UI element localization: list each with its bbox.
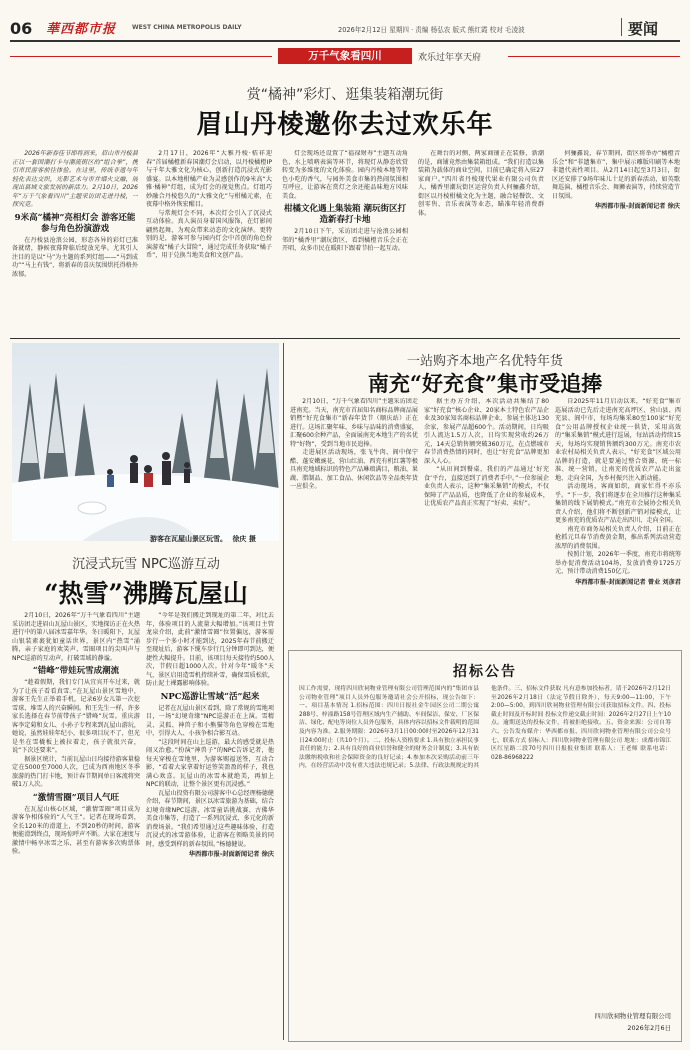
market-paragraph: 按照计划，2026年一季度，南充市将统筹举办促消费活动104场，发放消费券1725万元，预计带动消费150亿元。 [555, 551, 681, 575]
snow-paragraph: 据景区统计，当前瓦屋山日均接待游客量稳定在5000至7000人次，已成为西南地区冬季旅游的热门打卡地，预计春节期间单日客流将突破1万人次。 [12, 755, 140, 788]
header-divider [621, 18, 622, 36]
snow-paragraph: “今年是我们搬迁到现址的第二年，对比去年，体验项目的人流量大幅增加。”该项目主管龙泉介绍，此前“激情雪圈”位置偏远，游客需步行一个多小时才能到达，2025年春节前搬迁至现址后，游客下缆车步行几分钟即可到达，便捷性大幅提升。目前，该项目每天接待约500人次，节假日超1000人次。针对今年“暖冬”天气，景区启用造雪机持续补雪，确保雪质松软，防止泥土裸露影响体验。 [146, 612, 274, 687]
snow-paragraph: 2月10日，2026年“万千气象看四川”主题采访团走进眉山瓦屋山景区，实地探访正在火热进行中的第八届冰雪嘉年华。冬日暖阳下，瓦屋山银装素裹犹如童话世界，景区内“热雪”涌腾，亲子家庭的欢笑声、雪圈项目的尖叫声与NPC巡游的互动声，打破雪域的静谧。 [12, 612, 140, 662]
lead-column-1 [12, 150, 138, 330]
section-separator [10, 338, 680, 339]
notice-company: 四川欣祠物业管理有限公司 [594, 1012, 671, 1020]
vertical-divider [283, 343, 284, 1040]
photo-credit: 徐庆 摄 [232, 535, 256, 543]
snow-subhead-1: “错峰”带娃玩雪成潮流 [32, 666, 120, 676]
market-paragraph: 南充市商务局相关负责人介绍，目前正在抢抓元旦春节消费黄金期，推出系列活动营造浓厚的消费氛围。 [555, 525, 681, 550]
market-paragraph: 走进展区活动现场，张飞牛肉、阆中保宁醋、蓬安嫩豌花、营山红油、西充有机红薯等极具南充地域标识的特色产品琳琅满目，粮油、果蔬、腊制品、加工食品、休闲饮品等全品类年货一应俱全。 [290, 449, 418, 490]
banner-line-left [10, 56, 272, 57]
masthead-en: WEST CHINA METROPOLIS DAILY [132, 24, 242, 31]
lead-column-5 [552, 150, 680, 330]
snow-paragraph: 记者在瓦屋山景区看到，除了常规的雪地项目，一场“幻境奇缘”NPC巡游正在上演。雪精灵、灵狐、神兽子和小熊猫等角色穿梭在雪地中，引得大人、小孩争相合影互动。 [146, 704, 274, 737]
lead-column-3 [282, 150, 408, 330]
market-column-2 [424, 398, 549, 644]
snow-paragraph: 瓦屋山投资有限公司游客中心总经理杨德健介绍，春节期间，景区以冰雪旅游为基础，结合幻境奇缘NPC巡游、冰雪童话挑战赛、古佛华美食市集等，打造了一系列沉浸式、多元化的新消费场景。“我们希望通过这些趣味体验，打造沉浸式的冰雪游体验，让游客在领略美景的同时，感受到样的新春氛围。”杨德健说。 [146, 789, 274, 848]
notice-box [288, 650, 682, 1042]
header-rule [10, 40, 680, 42]
lead-paragraph: 2月10日下午，采访团走进与沧浪公园相邻的“橘香里”潮玩街区，看到橘橙音乐会正在开唱，众多市民在暖阳下跟着节拍一起互动。 [282, 228, 408, 252]
section-name: 要闻 [628, 20, 659, 38]
snow-column-2 [146, 612, 274, 1040]
lead-paragraph: 灯会现场还设置了“福禄财寿”主题互动角色，水上喷吶表演等环节，将现灯从静态欣赏转变为多维度的文化体验。园内丹棱本地等特色小吃的香气，与园外美食市集的热闹氛围相互呼应，让游客在赏灯之余还能品味地方风味美食。 [282, 150, 408, 200]
photo-caption-row [150, 534, 256, 544]
market-paragraph: 2月10日，“万千气象看四川”主题采访团走进南充。当天，南充市首届知名商标品牌商品展销暨“好充食集市”新春年货节（顺庆站）正在进行。这场汇聚年味、乡味与品味的消费盛宴，汇聚600余种产品，全面展南充本地生产的名优特“好物”，受到当地市民追捧。 [290, 398, 418, 448]
page-number: 06 [10, 19, 33, 38]
lead-paragraph: 何骊鑫说，春节期间，街区将举办“橘橙音乐会”和“非遗集市”，集中展示雕版印刷等本地非遗代表性项目。从2月14日起至3月3日，街区还安排了9场年味儿十足的新春活动，如英歌舞巡演、橘橙音乐会、舞狮表演等，持续营造节日氛围。 [552, 150, 680, 200]
snow-paragraph: “这段时间在山上巡游，最大的感受就是热闹又治愈。”扮演“神兽子”的NPC告诉记者，他每天穿梭在雪地里，为游客赐福送签，互动合影，“看着大家拿着好运签笑盈盈的样子，我也满心欢喜。瓦屋山的冰雪本就绝美，再加上NPC的联动，让整个景区更有沉浸感。” [146, 738, 274, 788]
masthead-logo: 華西都市报 [46, 22, 117, 37]
issue-meta: 2026年2月12日 星期四 · 责编 杨弘农 版式 熊红霞 校对 毛凌波 [338, 26, 525, 34]
snow-subhead-2: “激情雪圈”项目人气旺 [32, 792, 120, 803]
snow-signature: 华西都市报-封面新闻记者 徐庆 [188, 851, 274, 858]
column-banner [278, 48, 503, 64]
market-column-1 [290, 398, 418, 644]
market-paragraph: 自2025年11月启动以来，“好充食”集市巡展活动已先后走进南充高坪区、营山县、西充县、阆中市，每场均集采80至100家“好充食”公用品牌授权企业统一供货，采用高效的“集采集销”模式进行巡展，每站活动持续15天，每场均实现销售额约300万元。南充市农业农村局相关负责人表示，“好充食”区域公用品牌的打造，就是要通过整合资源、统一标准、统一营销，让南充的优质农产品走出盆地、走向全国，为乡村振兴注入新动能。 [555, 398, 681, 482]
market-headline: 南充“好充食”集市受追捧 [367, 371, 603, 396]
snow-kicker: 沉浸式玩雪 NPC巡游互动 [72, 557, 220, 572]
lead-paragraph: 与常规灯会不同，本次灯会引入了沉浸式互动体验。真人演员身着国风服饰，在灯影间翩然起舞，为观众带来动态的文化演绎。更特别的是，游客可参与园内灯会中首创的角色扮演游戏“橘子大冒险”，通过完成任务获取“橘子币”，用于兑换当地美食和文创产品。 [146, 209, 272, 259]
lead-column-4 [418, 150, 544, 330]
market-signature: 华西都市报-封面新闻记者 曾业 刘彦君 [575, 578, 681, 586]
snow-photo [12, 343, 279, 541]
market-paragraph: 活动现场，客商如织，商家忙得不亦乐乎。“下一步，我们将逐步在全川推行这种集采集销的线下展销模式。”南充市会展协会相关负责人介绍，他们将不断创新产销对接模式，让更多南充的优质农产品走出四川、走向全国。 [555, 483, 681, 524]
lead-paragraph: 在舞台的对侧，两家商铺正在装修，新潮的是，商铺竟然由集装箱组成。“我们打造以集装箱为载体的商业空间，目前已确定将入驻27家商户。”四川省丹棱现代果业有限公司负责人、橘香里潮玩街区运营负责人何骊鑫介绍，街区以丹棱柑橘文化为主题，融合轻餐饮、文创零售、音乐表演等业态，瞄准年轻消费群体。 [418, 150, 544, 217]
notice-text: 因工作需要，现将四川欣祠物业管理有限公司管理范围内的“集团市县公司物业管理”项目人员外包服务邀请社会公开招标，现公告如下：一、项目基本情况 1.招标范围：四川日报社金牛园区公司二期公寓 288号、梓潼路158号管理区域内生产辅助、车间保洁、保安、厂区保洁、绿化、配电等岗位人员外包服务，具体内容以招标文件载明的范围及内容为准。2.服务期限：2026年3月1日00:00时至2026年12月31日24:00时止（共10个月）。二、投标人资格要求 1.具有独立承担民事责任的能力；2.具有良好的商业信誉和健全的财务会计制度；3.具有依法缴纳税收和社会保障资金的良好记录；4.参加本次采购活动前三年内，在经营活动中没有重大违法违规记录；5.法律、行政法规规定的其他条件。三、招标文件获取 凡有意参加投标者，请于2026年2月12日至2026年2月18日（法定节假日除外），每天9:00—11:00，下午2:00—5:00，到四川欣祠物业管理有限公司获取招标文件。四、投标截止时间及开标时间 投标文件递交截止时间：2026年2月27日上午10点。逾期送达的投标文件，将被拒绝接收。五、资金来源：公司自筹 六、公告发布媒介：华西都市报、四川欣祠物业管理有限公司公众号 七、联系方式 招标人：四川欣祠物业管理有限公司 地址：成都市锦江区红星路二段70号四川日报报业集团 联系人：王老师 联系电话：028-86968222 [299, 686, 671, 770]
market-paragraph: “从田间到餐桌，我们的产品通过‘好充食’平台，直接送到了消费者手中。”一位参展企业负责人表示，这种“集采集销”的模式，不仅保障了产品品质，也降低了企业的参展成本，让优质农产品真正实现了“好卖、卖好”。 [424, 466, 549, 507]
banner-title: 万千气象看四川 [278, 48, 412, 64]
market-column-3 [555, 398, 681, 644]
lead-kicker: 赏“橘神”彩灯、逛集装箱潮玩街 [246, 87, 444, 103]
lead-column-2 [146, 150, 272, 330]
notice-date: 2026年2月6日 [627, 1024, 671, 1032]
page-header [0, 0, 690, 44]
lead-signature: 华西都市报-封面新闻记者 徐庆 [594, 203, 680, 210]
lead-headline: 眉山丹棱邀你去过欢乐年 [196, 110, 494, 140]
lead-paragraph: 2月17日，2026年“大雅丹棱·桔祥迎春”首届橘橙新春国潮灯会启动，以丹棱橘橙IP与千年大雅文化为核心，创新打造沉浸式光影盛宴。以本地柑橘产业为灵感创作的9米高“大雅·橘神”灯组，成为灯会的视觉焦点。灯组巧妙融合丹棱悠久的“大雅文化”与柑橘元素，在夜幕中格外恢宏醒目。 [146, 150, 272, 208]
snow-headline: “热雪”沸腾瓦屋山 [44, 579, 248, 608]
market-kicker: 一站购齐本地产名优特年货 [406, 354, 563, 369]
snow-paragraph: “趁着假期，我们专门从宜宾开车过来，就为了让孩子看看真雪。”在瓦屋山景区雪地中，游客王先生正举着手机，记录6岁女儿第一次挖雪球、堆雪人的兴奋瞬间。和王先生一样，许多家长选择在春节前带孩子“错峰”玩雪。重庆游客李定菊和女儿、小孙子专程来到瓦屋山游玩，她说，虽然娃娃年纪小，很多项目玩不了，但光是坐在雪橇板上被拉着走，孩子就很兴奋，说“下次还要来”。 [12, 679, 140, 754]
lead-subhead-2: 柑橘文化遇上集装箱 潮玩街区打造新春打卡地 [284, 204, 406, 225]
banner-subtitle: 欢乐过年享天府 [418, 53, 482, 63]
banner-line-right [508, 56, 680, 57]
lead-subhead-1: 9米高“橘神”亮相灯会 游客还能参与角色扮演游戏 [14, 212, 136, 234]
lead-paragraph: 在丹棱县沧浪公园，形态各异的彩灯已准备就绪，静候夜幕降临后绽放光华。尤其引人注目的是以“马”为主题的系列灯组——“马到成功”“马上有钱”，将新春的喜庆氛围烘托得格外浓郁。 [12, 236, 138, 278]
market-paragraph: 据主办方介绍，本次活动共集结了80家“好充食”核心企业、20家本土特色农产品企业及30家知名商标品牌企业，参展主体达130余家，参展产品超600个。活动期间，日均吸引人流达1.5万人次，日均实现营收约26万元，14天总销售额突破360万元，在点燃城市春节消费热情的同时，也让“好充食”品牌更加深入人心。 [424, 398, 549, 465]
lead-intro: 2026年新春佳节即将到来，眉山市丹棱县正以一套国潮打卡与潮流街区的“组合拳”，携引市民游客前往体验。在这里，传统非遗与年轻化表达交织，光影艺术与市井烟火交融，展现出县域文旅发展的新活力。2月10日，2026年“万千气象看四川”主题采访团走进丹棱，一探究竟。 [12, 150, 138, 208]
snow-scene-illustration [12, 343, 279, 541]
snow-column-1 [12, 612, 140, 1040]
snow-subhead-3: NPC巡游让雪域“活”起来 [160, 691, 260, 702]
photo-caption: 游客在瓦屋山景区玩雪。 [150, 535, 227, 543]
snow-paragraph: 在瓦屋山核心区域，“激情雪圈”项目成为游客争相体验的“人气王”。记者在现场看到，全长120米的滑道上，不到20秒的时间，游客便能滑到终点，现场惊呼声不断。大家在速度与激情中畅享冰雪之乐，甚至有游客多次购票体验。 [12, 805, 140, 855]
notice-title: 招标公告 [453, 664, 517, 680]
